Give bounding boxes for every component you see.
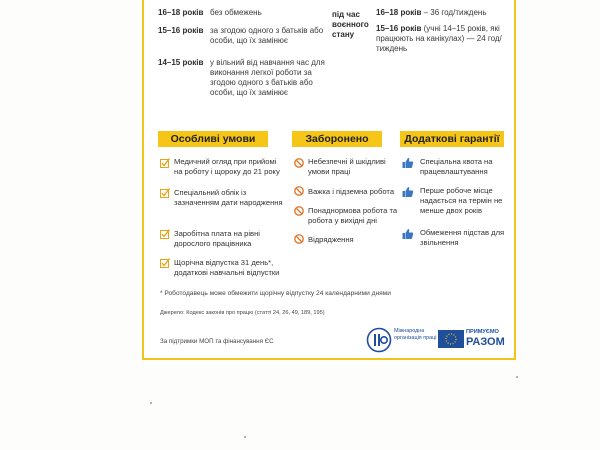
age-text-16-18: без обмежень bbox=[210, 8, 262, 17]
wartime-label: під час воєнного стану bbox=[332, 10, 369, 39]
wartime-row-2 bbox=[376, 24, 506, 54]
eu-flag-icon bbox=[438, 330, 464, 348]
poster bbox=[142, 0, 516, 360]
ilo-text: Міжнародна організація праці bbox=[394, 328, 437, 341]
age-label-15-16: 15–16 років bbox=[158, 26, 204, 35]
wartime-row-1-text: – 36 год/тиждень bbox=[421, 8, 487, 17]
special-item-2: Спеціальний облік із зазначенням дати народження bbox=[174, 188, 283, 207]
checkbox-icon bbox=[160, 158, 170, 168]
forbidden-item-1: Небезпечні й шкідливі умови праці bbox=[308, 157, 386, 176]
source-note: Джерело: Кодекс законів про працю (статті 24, 26, 49, 189, 195) bbox=[160, 310, 325, 316]
checkbox-icon bbox=[160, 258, 170, 268]
thumbs-up-icon bbox=[402, 228, 414, 240]
age-label-16-18: 16–18 років bbox=[158, 8, 204, 17]
prohibited-icon bbox=[294, 234, 304, 244]
prohibited-icon bbox=[294, 186, 304, 196]
eu-text-bottom: РАЗОМ bbox=[466, 336, 505, 348]
age-text-15-16: за згодою одного з батьків або особи, що їх замінює bbox=[210, 26, 324, 45]
age-text-14-15: у вільний від навчання час для виконання легкої роботи за згодою одного з батьків або особи, що їх замінює bbox=[210, 58, 325, 97]
forbidden-item-4: Відрядження bbox=[308, 235, 354, 244]
scan-speck bbox=[516, 376, 518, 378]
checkbox-icon bbox=[160, 229, 170, 239]
age-label-14-15: 14–15 років bbox=[158, 58, 204, 67]
wartime-row-1-age: 16–18 років bbox=[376, 8, 422, 17]
forbidden-item-3: Понаднормова робота та робота у вихідні дні bbox=[308, 206, 398, 225]
special-item-4: Щорічна відпустка 31 день*, додаткові навчальні відпустки bbox=[174, 258, 280, 277]
wartime-row-2-text: (учні 14–15 років, які працюють на канікулах) — 24 год/тиждень bbox=[376, 24, 502, 53]
checkbox-icon bbox=[160, 188, 170, 198]
thumbs-up-icon bbox=[402, 186, 414, 198]
scan-speck bbox=[150, 402, 152, 404]
special-item-1: Медичний огляд при прийомі на роботу і щороку до 21 року bbox=[174, 157, 280, 176]
ilo-logo-icon bbox=[366, 327, 392, 353]
header-guarantees: Додаткові гарантії bbox=[400, 131, 504, 147]
header-special-conditions: Особливі умови bbox=[158, 131, 268, 147]
prohibited-icon bbox=[294, 206, 304, 216]
forbidden-item-2: Важка і підземна робота bbox=[308, 187, 395, 196]
footnote: * Роботодавець може обмежити щорічну відпустку 24 календарними днями bbox=[160, 290, 391, 297]
guarantee-item-3: Обмеження підстав для звільнення bbox=[420, 228, 505, 247]
header-forbidden: Заборонено bbox=[292, 131, 382, 147]
special-item-3: Заробітна плата на рівні дорослого працівника bbox=[174, 229, 260, 248]
prohibited-icon bbox=[294, 158, 304, 168]
support-note: За підтримки МОП та фінансування ЄС bbox=[160, 338, 274, 345]
wartime-row-2-age: 15–16 років bbox=[376, 24, 422, 33]
thumbs-up-icon bbox=[402, 157, 414, 169]
guarantee-item-2: Перше робоче місце надається на термін не менше двох років bbox=[420, 186, 503, 215]
wartime-row-1 bbox=[376, 8, 506, 18]
eu-text-top: ПРИМУЄМО bbox=[466, 329, 499, 335]
scan-speck bbox=[244, 436, 246, 438]
guarantee-item-1: Спеціальна квота на працевлаштування bbox=[420, 157, 493, 176]
